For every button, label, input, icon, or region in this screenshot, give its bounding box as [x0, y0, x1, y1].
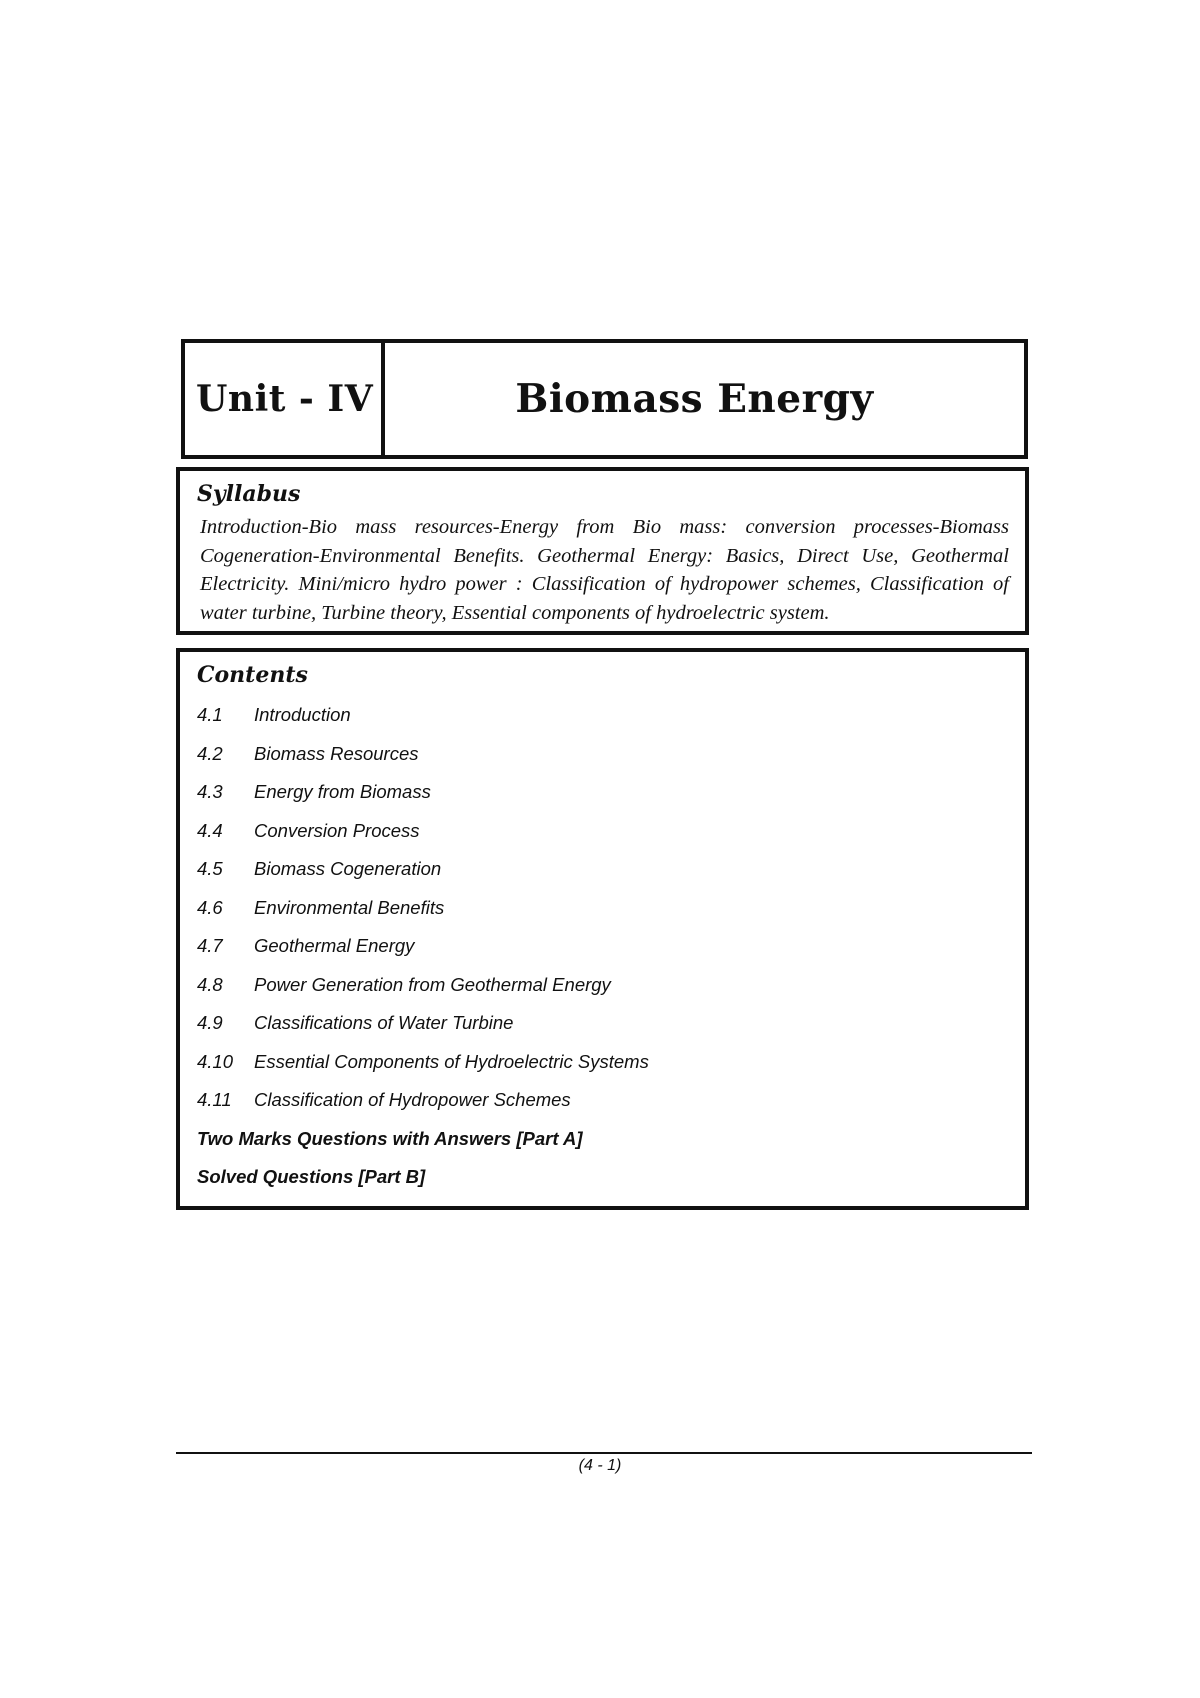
syllabus-text: Introduction-Bio mass resources-Energy from Bio mass: conversion processes-Biomass Cogeneration-Environmental Benefits. Geothermal Energy: Basics, Direct Use, Geothermal Electricity. Mini/micro hydro power : Classification of hydropower schemes, Classification of water turbine, Turbine theory, Essential components of hydroelectric system. — [200, 516, 1009, 624]
syllabus-box — [176, 467, 1029, 635]
contents-item-title: Essential Components of Hydroelectric Systems — [254, 1050, 649, 1072]
contents-item-title: Classifications of Water Turbine — [254, 1012, 514, 1033]
contents-item-number: 4.3 — [197, 781, 223, 802]
contents-extra-solved-questions: Solved Questions [Part B] — [197, 1166, 426, 1187]
contents-item-title: Biomass Cogeneration — [254, 858, 442, 879]
contents-item-number: 4.9 — [197, 1012, 223, 1033]
unit-header — [181, 339, 1028, 459]
contents-box — [176, 648, 1029, 1210]
contents-heading: Contents — [197, 662, 308, 688]
contents-item — [197, 850, 1011, 889]
contents-item — [197, 696, 1011, 735]
contents-item-title: Biomass Resources — [254, 742, 419, 764]
contents-item — [197, 889, 1011, 928]
contents-item-title: Introduction — [254, 704, 351, 725]
contents-item-title: Energy from Biomass — [254, 781, 431, 802]
contents-item — [197, 735, 1011, 774]
contents-item — [197, 1081, 1011, 1120]
contents-item-number: 4.8 — [197, 973, 223, 995]
contents-item-number: 4.6 — [197, 896, 223, 918]
contents-extra-two-marks: Two Marks Questions with Answers [Part A] — [197, 1127, 583, 1149]
contents-item-title: Environmental Benefits — [254, 896, 445, 918]
contents-item-number: 4.5 — [197, 858, 223, 879]
unit-label: Unit - IV — [185, 343, 385, 455]
syllabus-heading: Syllabus — [197, 481, 301, 507]
contents-item-title: Conversion Process — [254, 819, 420, 841]
contents-item-number: 4.4 — [197, 819, 223, 841]
contents-item — [197, 773, 1011, 812]
contents-item-title: Power Generation from Geothermal Energy — [254, 973, 611, 995]
contents-item — [197, 927, 1011, 966]
unit-title: Biomass Energy — [515, 376, 874, 422]
contents-item-title: Geothermal Energy — [254, 935, 415, 956]
contents-item-number: 4.1 — [197, 704, 223, 725]
contents-item — [197, 966, 1011, 1005]
footer-divider — [176, 1452, 1032, 1454]
page-number: (4 - 1) — [578, 1457, 622, 1474]
contents-item-number: 4.7 — [197, 935, 223, 956]
contents-list — [194, 696, 1011, 1120]
contents-item — [197, 812, 1011, 851]
contents-item — [197, 1004, 1011, 1043]
contents-item-title: Classification of Hydropower Schemes — [254, 1089, 571, 1110]
contents-item-number: 4.10 — [197, 1050, 234, 1072]
contents-item-number: 4.2 — [197, 742, 223, 764]
contents-item-number: 4.11 — [197, 1089, 232, 1110]
contents-item — [197, 1043, 1011, 1082]
